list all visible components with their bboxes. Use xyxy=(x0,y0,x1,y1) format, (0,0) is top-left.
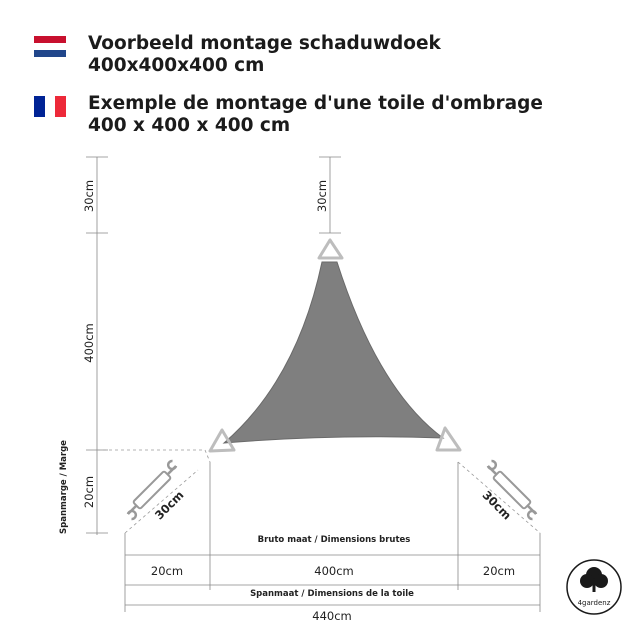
top-margin-label: 30cm xyxy=(82,179,96,213)
total-width-label: 440cm xyxy=(312,609,352,623)
height-label: 400cm xyxy=(82,323,96,363)
title-french-line1: Exemple de montage d'une toile d'ombrage xyxy=(88,93,543,114)
title-french-line2: 400 x 400 x 400 cm xyxy=(88,115,291,136)
title-dutch-line2: 400x400x400 cm xyxy=(88,55,265,76)
corner-ring-right xyxy=(437,428,460,450)
corner-ring-top xyxy=(319,240,342,258)
base-width-label: 400cm xyxy=(314,564,354,578)
side-margin-label: 20cm xyxy=(82,475,96,509)
side-margin-title: Spanmarge / Marge xyxy=(59,440,69,534)
bruto-label: Bruto maat / Dimensions brutes xyxy=(257,535,411,545)
shade-sail-triangle xyxy=(224,262,443,443)
logo-text: 4gardenz xyxy=(577,599,611,607)
turnbuckle-left-label: 30cm xyxy=(151,487,187,523)
right-margin-width-label: 20cm xyxy=(482,564,516,578)
brand-logo xyxy=(567,560,621,614)
turnbuckle-right-label: 30cm xyxy=(479,487,515,523)
top-margin-center-label: 30cm xyxy=(315,179,329,213)
span-label: Spanmaat / Dimensions de la toile xyxy=(250,589,414,599)
left-margin-width-label: 20cm xyxy=(150,564,184,578)
title-dutch-line1: Voorbeeld montage schaduwdoek xyxy=(88,33,441,54)
